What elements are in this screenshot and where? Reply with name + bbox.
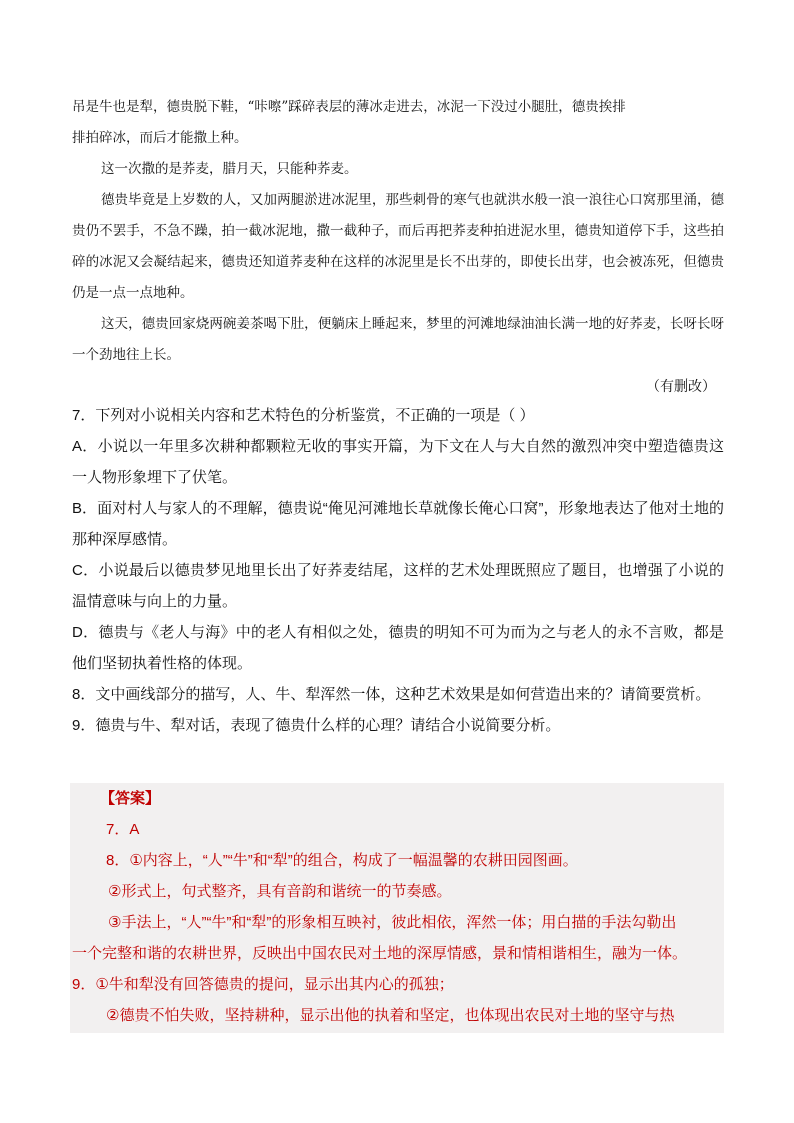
story-p1-line1: 吊是牛也是犁，德贵脱下鞋，“咔嚓”踩碎表层的薄冰走进去，冰泥一下没过小腿肚，德贵挨排 [72, 99, 626, 115]
answer-7: 7．A [106, 821, 140, 838]
answer-8-point-2: ②形式上，句式整齐，具有音韵和谐统一的节奏感。 [108, 883, 452, 900]
answer-9-point-2: ②德贵不怕失败，坚持耕种，显示出他的执着和坚定，也体现出农民对土地的坚守与热 [106, 1007, 675, 1024]
question-9: 9．德贵与牛、犁对话，表现了德贵什么样的心理？请结合小说简要分析。 [72, 717, 561, 734]
option-d: D．德贵与《老人与海》中的老人有相似之处，德贵的明知不可为而为之与老人的永不言败，都是他们坚韧执着性格的体现。 [72, 624, 724, 672]
answer-9-point-1: 9．①牛和犁没有回答德贵的提问，显示出其内心的孤独； [72, 976, 454, 993]
answer-tag: 【答案】 [100, 790, 161, 807]
story-p2: 这一次撒的是荞麦，腊月天，只能种荞麦。 [101, 161, 358, 177]
story-p1-line2: 排拍碎冰，而后才能撒上种。 [72, 130, 248, 146]
answer-8-point-3-line1: ③手法上，“人”“牛”和“犁”的形象相互映衬，彼此相依，浑然一体；用白描的手法勾勒出 [108, 914, 677, 931]
answer-8-point-1: 8．①内容上，“人”“牛”和“犁”的组合，构成了一幅温馨的农耕田园图画。 [106, 852, 578, 869]
option-c: C．小说最后以德贵梦见地里长出了好荞麦结尾，这样的艺术处理既照应了题目，也增强了小说的温情意味与向上的力量。 [72, 562, 724, 610]
answer-section [72, 783, 732, 1031]
story-passage [72, 92, 724, 402]
option-a: A．小说以一年里多次耕种都颗粒无收的事实开篇，为下文在人与大自然的激烈冲突中塑造德贵这一人物形象埋下了伏笔。 [72, 438, 724, 486]
answer-8-point-3-line2: 一个完整和谐的农耕世界，反映出中国农民对土地的深厚情感，景和情相谐相生，融为一体。 [72, 945, 688, 962]
option-b: B．面对村人与家人的不理解，德贵说“俺见河滩地长草就像长俺心口窝”，形象地表达了他对土地的那种深厚感情。 [72, 500, 724, 548]
source-note: （有删改） [646, 378, 716, 394]
question-7: 7．下列对小说相关内容和艺术特色的分析鉴赏，不正确的一项是（ ） [72, 407, 535, 424]
questions-section [72, 400, 724, 741]
story-p4: 这天，德贵回家烧两碗姜茶喝下肚，便躺床上睡起来，梦里的河滩地绿油油长满一地的好荞麦，长呀长呀一个劲地往上长。 [72, 316, 724, 363]
question-8: 8．文中画线部分的描写，人、牛、犁浑然一体，这种艺术效果是如何营造出来的？请简要赏析。 [72, 686, 711, 703]
story-p3: 德贵毕竟是上岁数的人，又加两腿淤进冰泥里，那些刺骨的寒气也就洪水般一浪一浪往心口窝那里涌，德贵仍不罢手，不急不躁，拍一截冰泥地，撒一截种子，而后再把荞麦种拍进泥水里，德贵知道停下手，这些拍碎的冰泥又会凝结起来，德贵还知道荞麦种在这样的冰泥里是长不出芽的，即使长出芽，也会被冻死，但德贵仍是一点一点地种。 [72, 192, 724, 301]
